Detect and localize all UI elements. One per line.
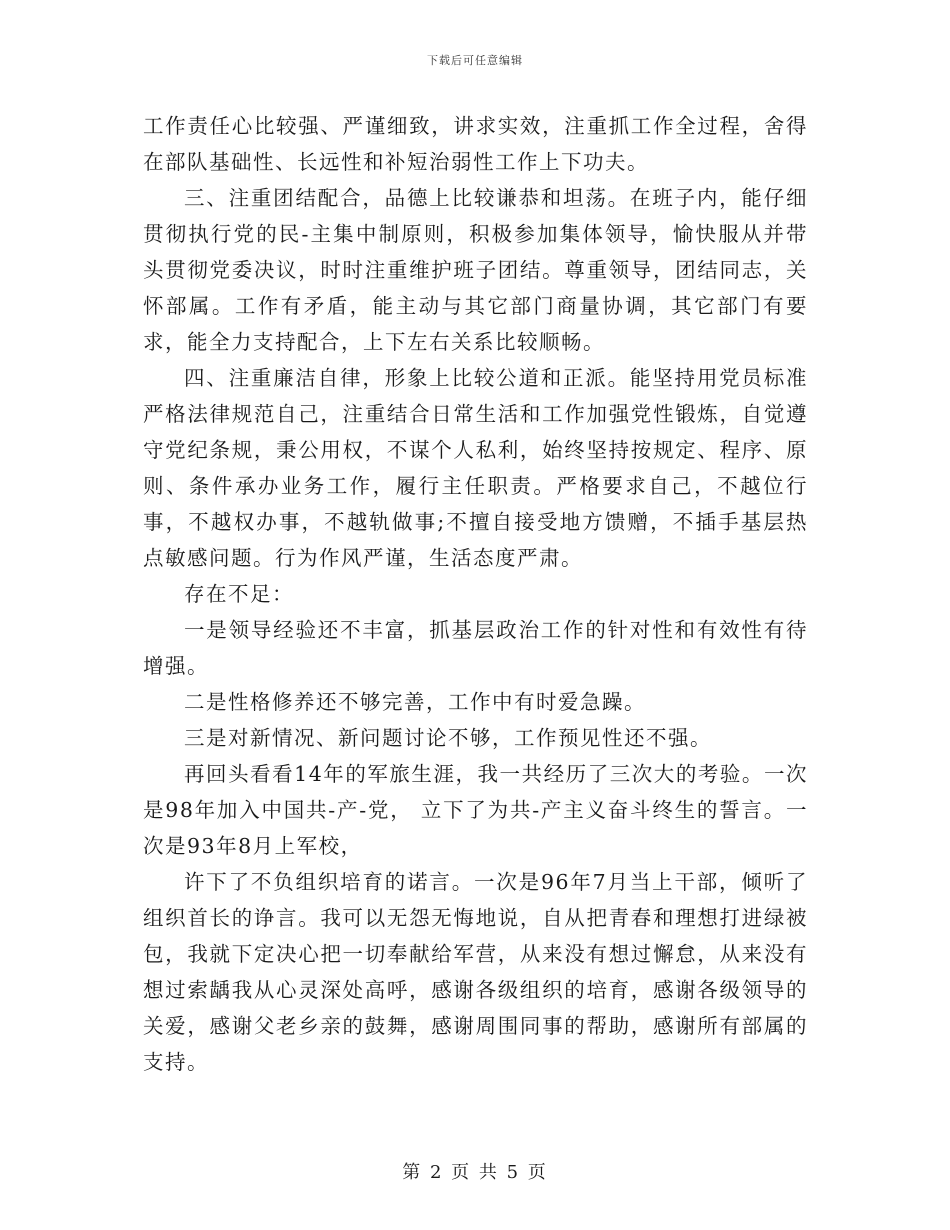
paragraph: 再回头看看14年的军旅生涯，我一共经历了三次大的考验。一次是98年加入中国共-产-党， 立下了为共-产主义奋斗终生的誓言。一次是93年8月上军校， <box>143 762 808 858</box>
paragraph: 一是领导经验还不丰富，抓基层政治工作的针对性和有效性有待增强。 <box>143 618 808 678</box>
paragraph: 四、注重廉洁自律，形象上比较公道和正派。能坚持用党员标准严格法律规范自己，注重结合日常生活和工作加强党性锻炼，自觉遵守党纪条规，秉公用权，不谋个人私利，始终坚持按规定、程序、原则、条件承办业务工作，履行主任职责。严格要求自己，不越位行事，不越权办事，不越轨做事;不擅自接受地方馈赠，不插手基层热点敏感问题。行为作风严谨，生活态度严肃。 <box>143 366 808 570</box>
paragraph: 二是性格修养还不够完善，工作中有时爱急躁。 <box>184 690 646 714</box>
page-header: 下载后可任意编辑 <box>427 54 523 67</box>
page-number: 第 2 页 共 5 页 <box>402 1162 548 1183</box>
paragraph: 三、注重团结配合，品德上比较谦恭和坦荡。在班子内，能仔细贯彻执行党的民-主集中制原则，积极参加集体领导，愉快服从并带头贯彻党委决议，时时注重维护班子团结。尊重领导，团结同志，关怀部属。工作有矛盾，能主动与其它部门商量协调，其它部门有要求，能全力支持配合，上下左右关系比较顺畅。 <box>143 186 808 354</box>
section-heading: 存在不足： <box>184 582 294 606</box>
paragraph: 工作责任心比较强、严谨细致，讲求实效，注重抓工作全过程，舍得在部队基础性、长远性和补短治弱性工作上下功夫。 <box>143 114 808 174</box>
paragraph: 许下了不负组织培育的诺言。一次是96年7月当上干部，倾听了组织首长的诤言。我可以无怨无悔地说，自从把青春和理想打进绿被包，我就下定决心把一切奉献给军营，从来没有想过懈怠，从来没有想过索龋我从心灵深处高呼，感谢各级组织的培育，感谢各级领导的关爱，感谢父老乡亲的鼓舞，感谢周围同事的帮助，感谢所有部属的支持。 <box>143 870 808 1074</box>
paragraph: 三是对新情况、新问题讨论不够，工作预见性还不强。 <box>184 726 712 750</box>
document-body <box>143 108 808 1080</box>
